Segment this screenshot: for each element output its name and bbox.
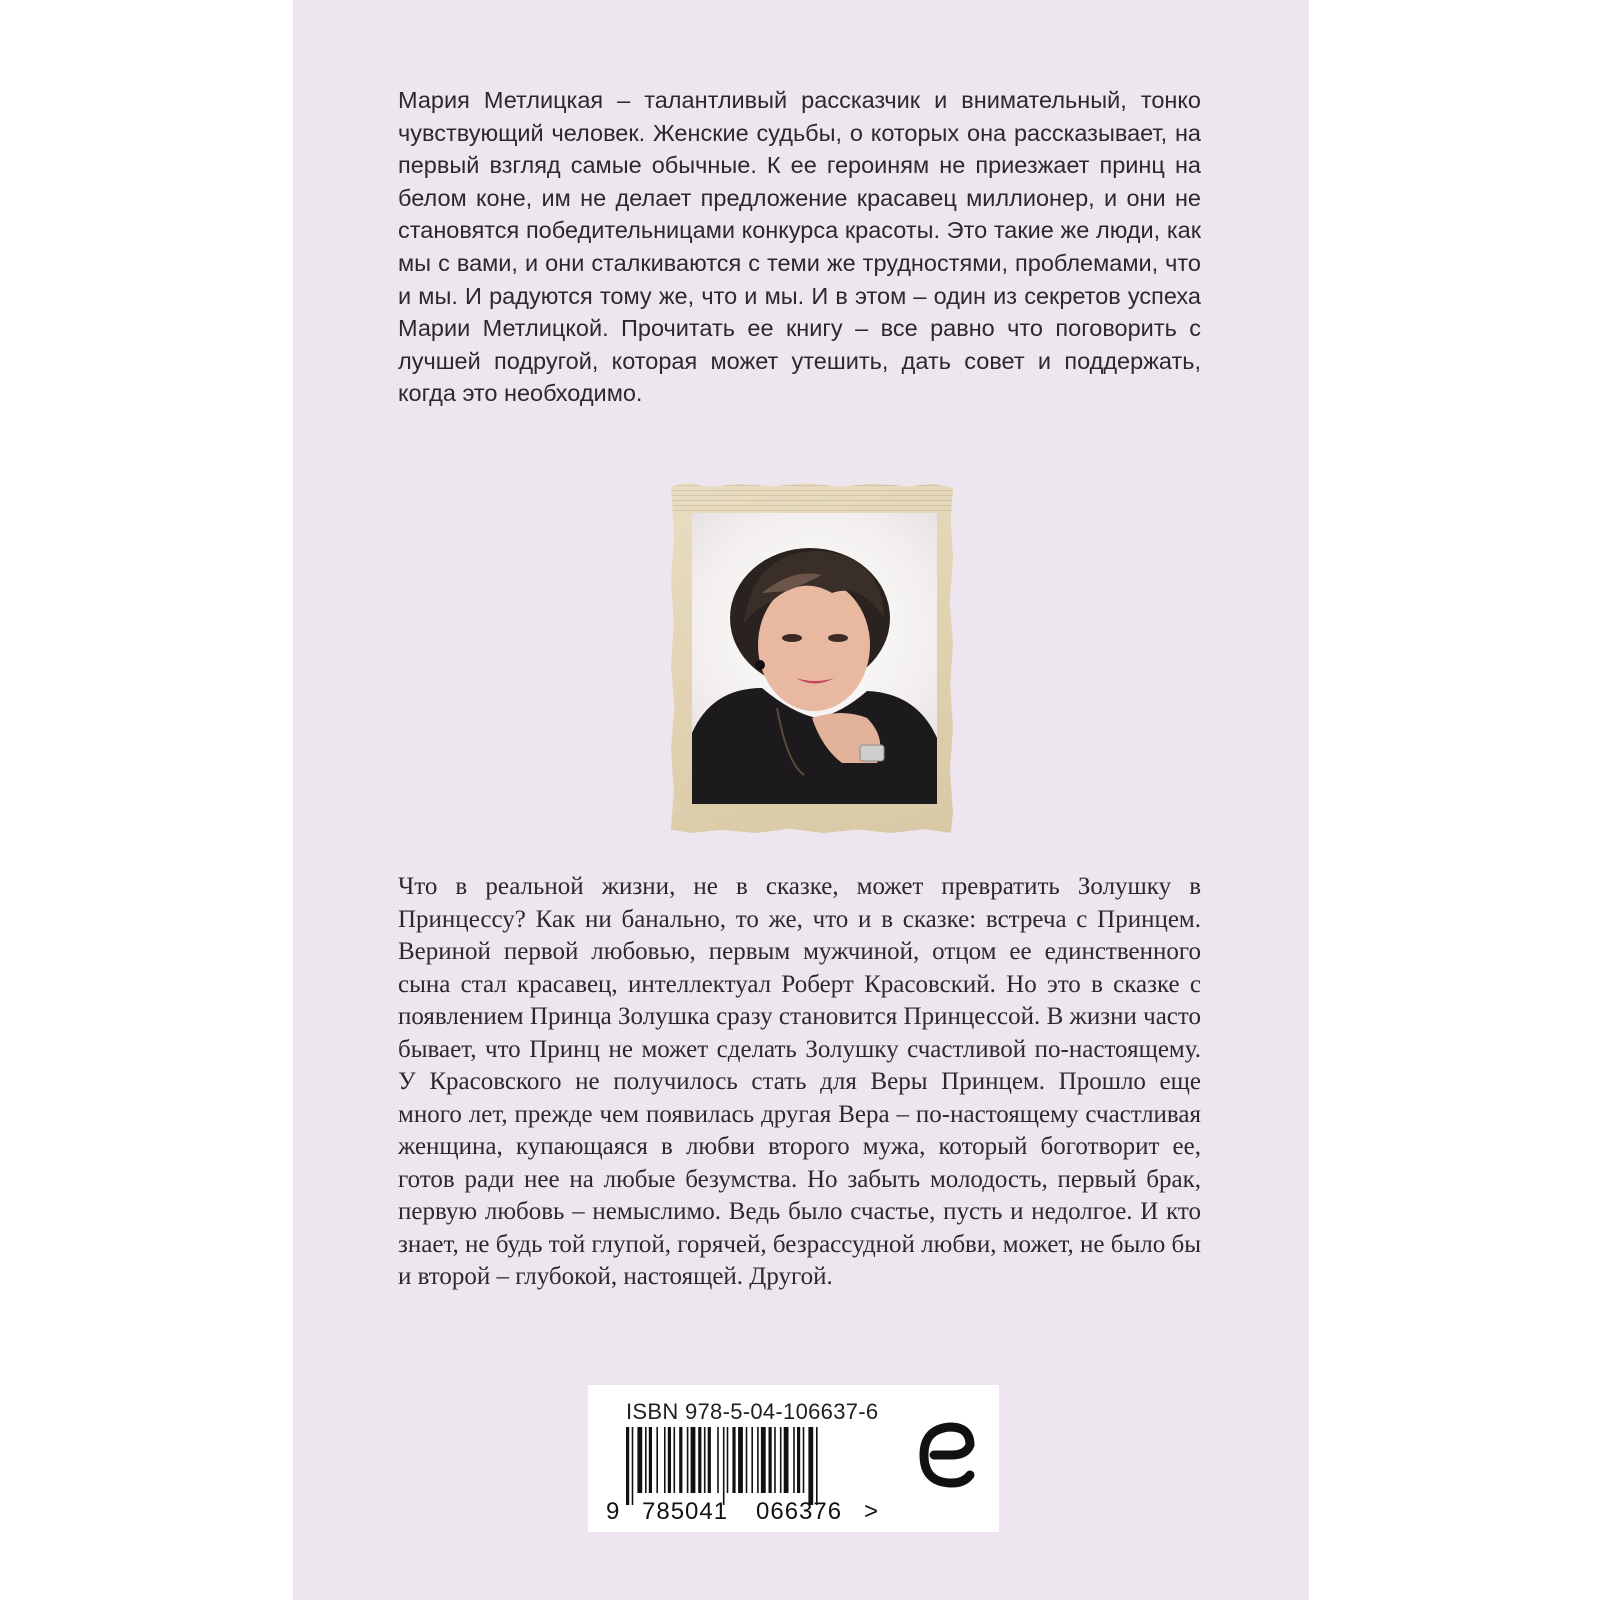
barcode-bar bbox=[808, 1427, 813, 1505]
barcode-bar bbox=[751, 1427, 753, 1493]
barcode-bar bbox=[626, 1427, 629, 1505]
author-portrait-photo bbox=[692, 513, 937, 804]
barcode-bar bbox=[780, 1427, 782, 1493]
barcode-bar bbox=[717, 1427, 719, 1493]
barcode-digit-lead: 9 bbox=[606, 1498, 620, 1525]
barcode-bar bbox=[656, 1427, 658, 1493]
author-photo-frame bbox=[671, 483, 953, 833]
barcode-bar bbox=[769, 1427, 772, 1493]
barcode-bar bbox=[727, 1427, 729, 1493]
barcode-bar bbox=[774, 1427, 776, 1493]
eksmo-logo-icon bbox=[910, 1415, 980, 1495]
barcode-bar bbox=[816, 1427, 818, 1505]
barcode-bar bbox=[698, 1427, 701, 1493]
barcode-bar bbox=[723, 1427, 725, 1505]
barcode-bar bbox=[704, 1427, 706, 1493]
author-blurb-text: Мария Метлицкая – талантливый рассказчик и внимательный, тонко чувствующий человек. Женские судьбы, о которых она рассказывает, на первый взгляд самые обычные. К ее героиням не приезжает принц на белом коне, им не делает предложение красавец миллионер, и они не становятся победительницами конкурса красоты. Это такие же люди, как мы с вами, и они сталкиваются с теми же трудностями, проблемами, что и мы. И радуются тому же, что и мы. И в этом – один из секретов успеха Марии Метлицкой. Прочитать ее книгу – все равно что поговорить с лучшей подругой, которая может утешить, дать совет и поддержать, когда это необходимо. bbox=[398, 87, 1201, 407]
book-synopsis-text: Что в реальной жизни, не в сказке, может превратить Золушку в Принцессу? Как ни банально, то же, что и в сказке: встреча с Принцем. Вериной первой любовью, первым мужчиной, отцом ее единственного сына стал красавец, интеллектуал Роберт Красовский. Но это в сказке с появлением Принца Золушка сразу становится Принцессой. В жизни часто бывает, что Принц не может сделать Золушку счастливой по-настоящему. У Красовского не получилось стать для Веры Принцем. Прошло еще много лет, прежде чем появилась другая Вера – по-настоящему счастливая женщина, купающаяся в любви второго мужа, который боготворит ее, готов ради нее на любые безумства. Но забыть молодость, первый брак, первую любовь – немыслимо. Ведь было счастье, пусть и недолгое. И кто знает, не будь той глупой, горячей, безрассудной любви, может, не было бы и второй – глубокой, настоящей. Другой. bbox=[398, 873, 1202, 1290]
barcode-bar bbox=[691, 1427, 696, 1493]
barcode-bar bbox=[632, 1427, 634, 1505]
barcode-quiet-mark: > bbox=[864, 1498, 879, 1525]
barcode-bar bbox=[687, 1427, 689, 1493]
barcode-digits-right: 066376 bbox=[756, 1498, 843, 1525]
isbn-barcode-panel bbox=[588, 1385, 999, 1532]
author-blurb bbox=[398, 84, 1201, 410]
barcode-bar bbox=[793, 1427, 795, 1493]
barcode-bar bbox=[664, 1427, 666, 1493]
barcode-bar bbox=[803, 1427, 805, 1493]
barcode-bar bbox=[649, 1427, 652, 1493]
isbn-label: ISBN 978-5-04-106637-6 bbox=[626, 1399, 879, 1424]
barcode-bar bbox=[708, 1427, 711, 1493]
paper-ruling bbox=[671, 483, 953, 511]
barcode-bar bbox=[797, 1427, 800, 1493]
barcode-bar bbox=[761, 1427, 766, 1493]
barcode-bar bbox=[784, 1427, 789, 1493]
barcode-bar bbox=[674, 1427, 676, 1493]
barcode-bar bbox=[746, 1427, 748, 1493]
barcode-graphic bbox=[604, 1427, 904, 1527]
barcode-bar bbox=[732, 1427, 735, 1493]
barcode-bar bbox=[668, 1427, 671, 1493]
barcode-bar bbox=[757, 1427, 759, 1493]
barcode-digits-left: 785041 bbox=[642, 1498, 729, 1525]
barcode-bar bbox=[637, 1427, 642, 1493]
barcode-bar bbox=[738, 1427, 743, 1493]
barcode-bar bbox=[645, 1427, 647, 1493]
book-back-cover bbox=[293, 0, 1309, 1600]
barcode-bar bbox=[679, 1427, 682, 1493]
book-synopsis bbox=[398, 871, 1201, 1294]
